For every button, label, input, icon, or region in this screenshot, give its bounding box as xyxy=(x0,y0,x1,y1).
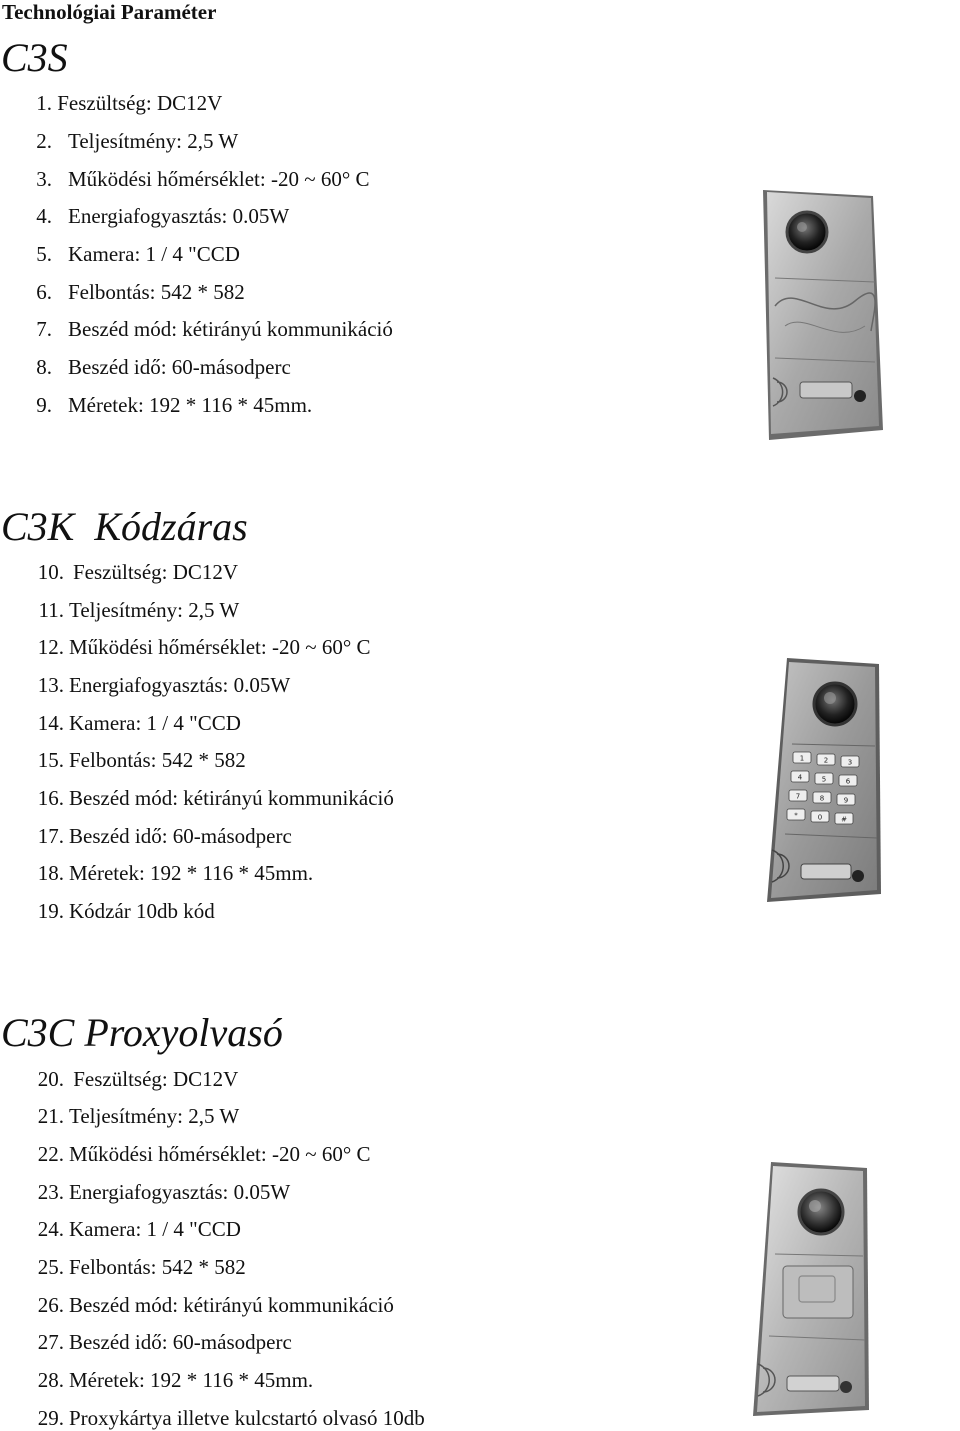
keypad-key-label: 8 xyxy=(819,794,825,803)
c3c-device-image xyxy=(745,1158,871,1420)
page-title: Technológiai Paraméter xyxy=(2,0,217,24)
section-title-c3s: C3S xyxy=(1,35,68,80)
keypad-key-label: 3 xyxy=(847,758,853,767)
section-title-c3c: C3C Proxyolvasó xyxy=(1,1010,283,1055)
keypad-key-label: 7 xyxy=(795,792,801,801)
keypad-key-label: * xyxy=(794,811,798,820)
c3k-device-image xyxy=(757,654,883,906)
keypad-key-label: 2 xyxy=(823,756,829,765)
section-title-c3k: C3K Kódzáras xyxy=(1,504,248,549)
c3s-device-image xyxy=(755,186,885,442)
keypad-key-label: # xyxy=(841,815,847,824)
keypad-key-label: 0 xyxy=(817,813,823,822)
keypad-key-label: 5 xyxy=(821,775,827,784)
keypad-key-label: 1 xyxy=(799,754,805,763)
keypad-key-label: 9 xyxy=(843,796,849,805)
keypad-key-label: 6 xyxy=(845,777,851,786)
keypad-key-label: 4 xyxy=(797,773,803,782)
